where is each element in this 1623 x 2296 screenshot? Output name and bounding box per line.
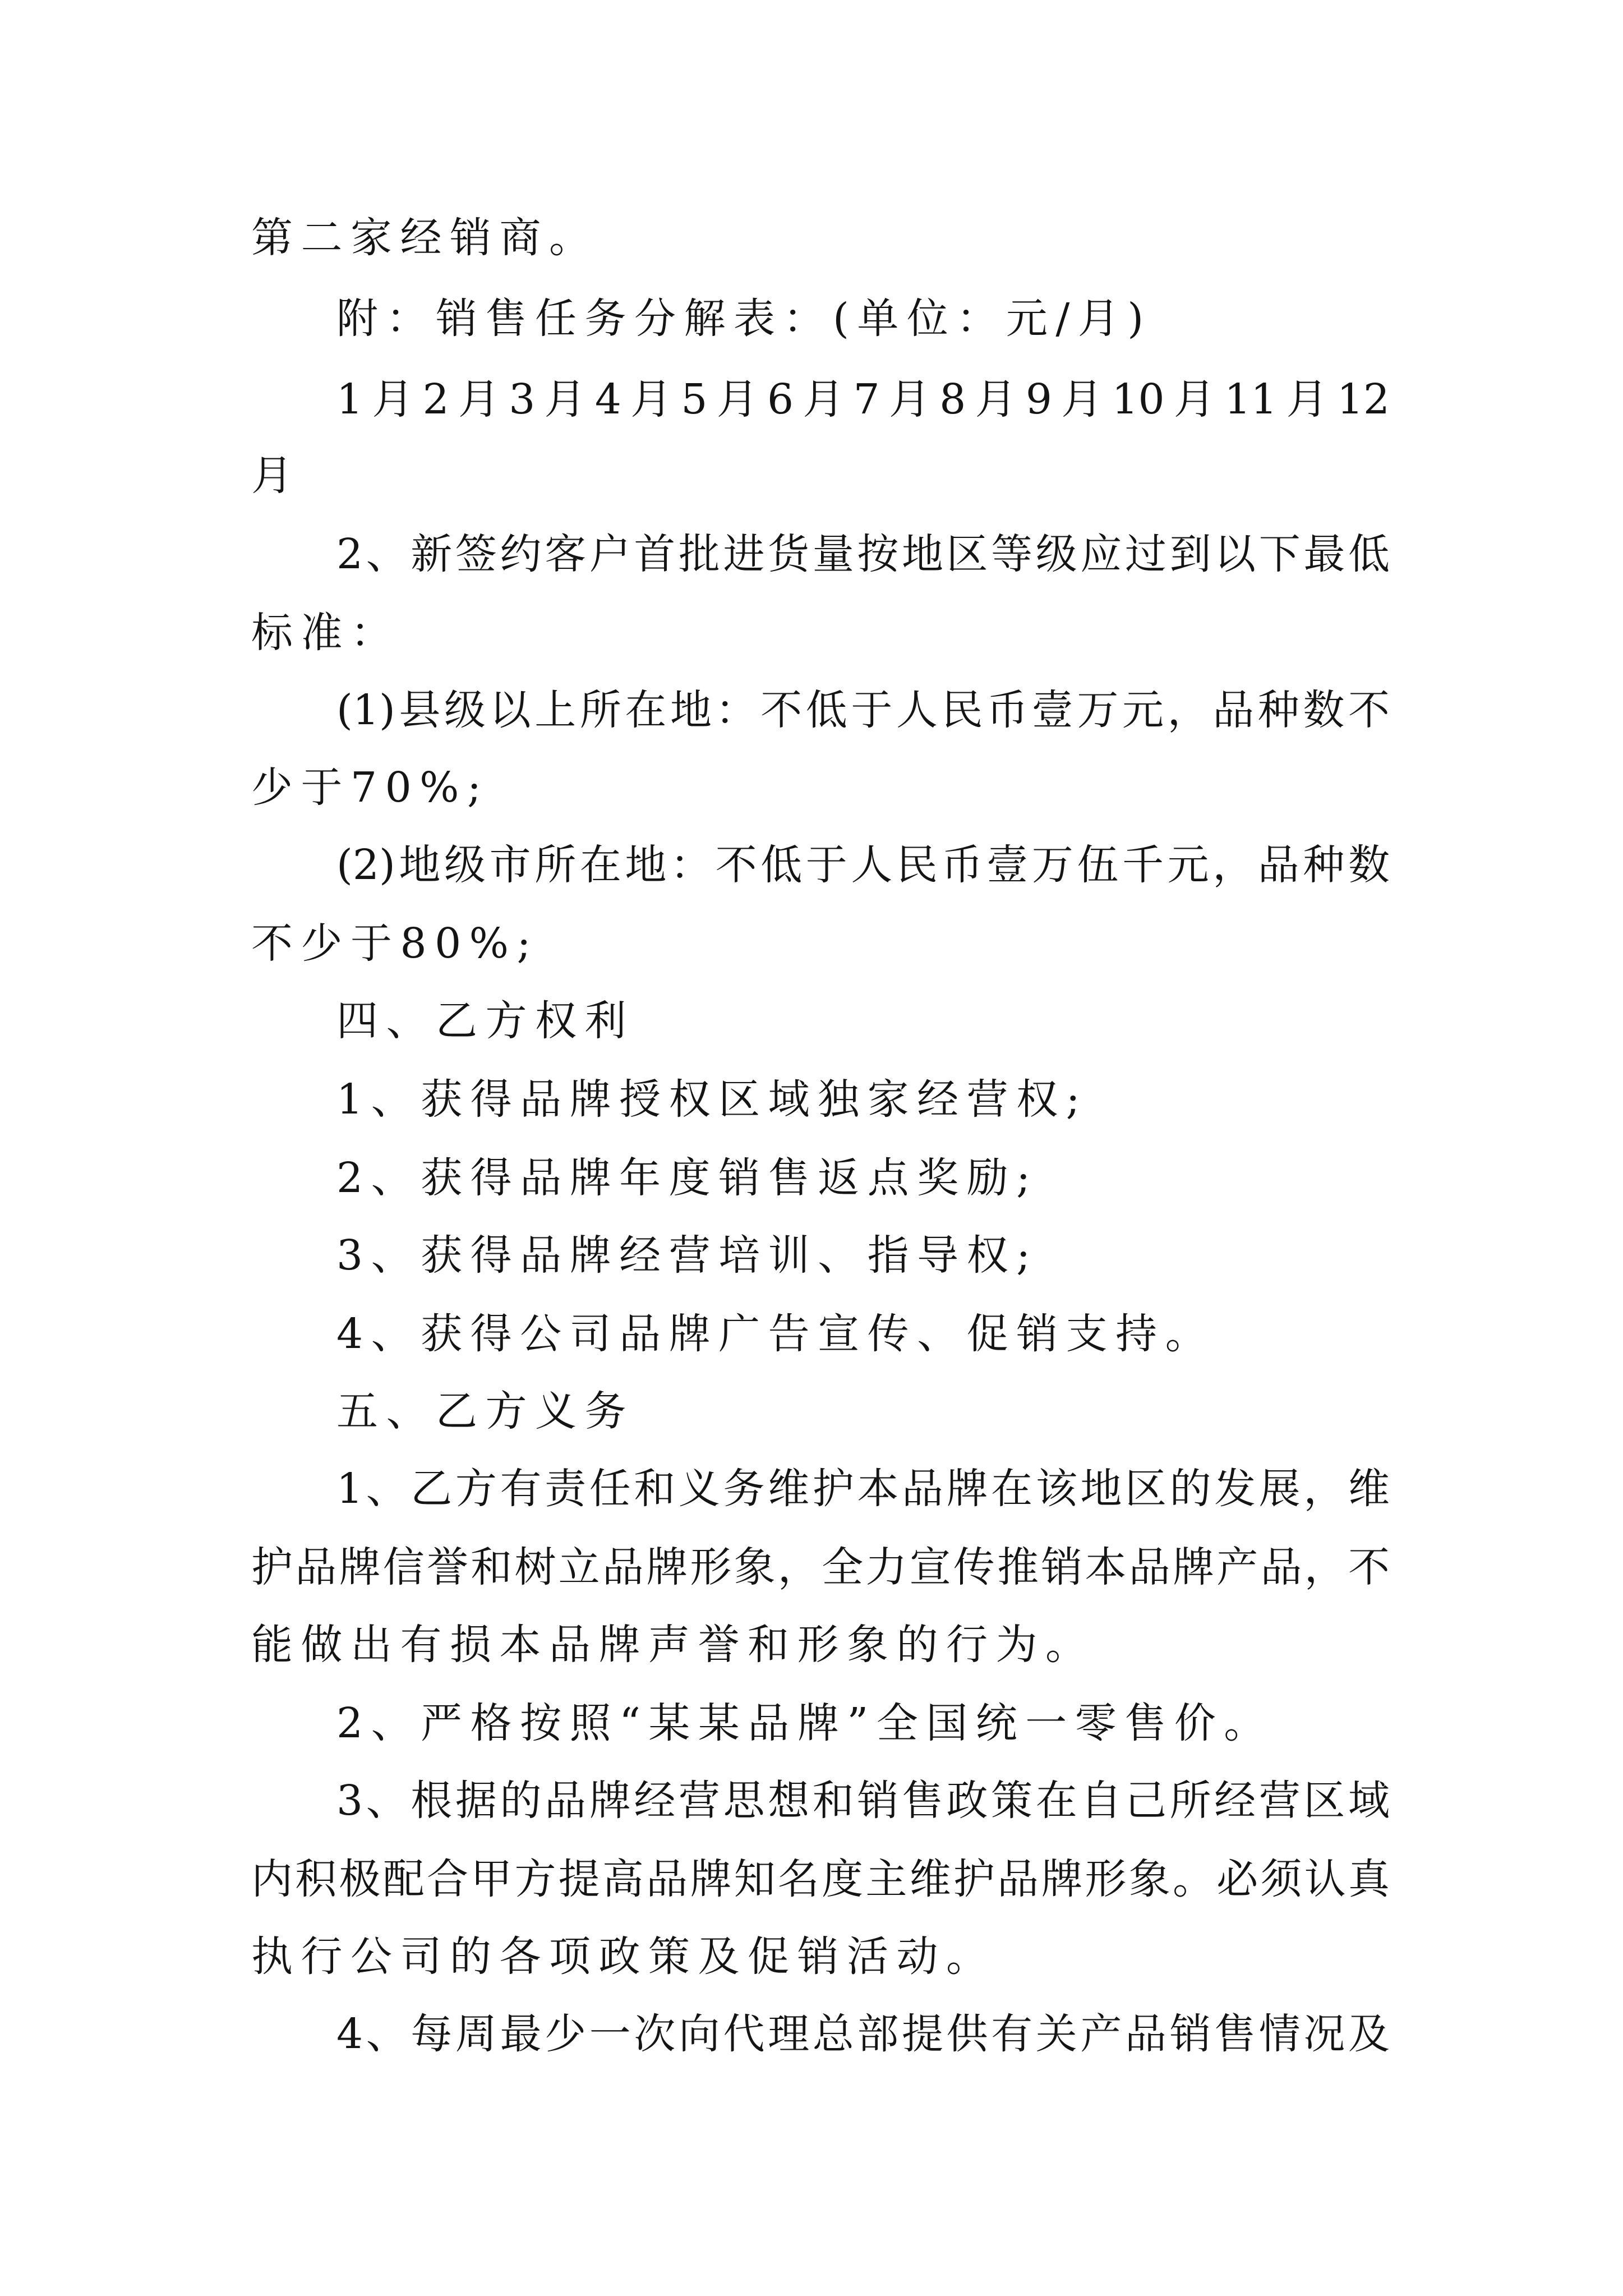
text-line-18: 护品牌信誉和树立品牌形象，全力宣传推销本品牌产品，不 [251,1543,1390,1591]
text-line-14: 3、获得品牌经营培训、指导权; [336,1231,1039,1280]
text-line-16: 五、乙方义务 [336,1387,634,1435]
text-line-5: 2、新签约客户首批进货量按地区等级应过到以下最低 [336,530,1390,578]
text-line-7: (1)县级以上所在地：不低于人民币壹万元，品种数不 [336,686,1390,734]
text-line-24: 4、每周最少一次向代理总部提供有关产品销售情况及 [336,2010,1390,2058]
text-line-1: 第二家经销商。 [251,214,599,262]
text-line-6: 标准： [251,609,400,657]
text-line-21: 3、根据的品牌经营思想和销售政策在自己所经营区域 [336,1777,1390,1825]
text-line-17: 1、乙方有责任和义务维护本品牌在该地区的发展，维 [336,1465,1390,1513]
text-line-2: 附：销售任务分解表：(单位：元/月) [336,295,1152,343]
text-line-10: 不少于80%; [251,919,539,968]
text-line-23: 执行公司的各项政策及促销活动。 [251,1932,996,1981]
text-line-3: 1月2月3月4月5月6月7月8月9月10月11月12 [336,375,1390,424]
text-line-4: 月 [251,452,301,500]
text-line-19: 能做出有损本品牌声誉和形象的行为。 [251,1621,1095,1669]
text-line-12: 1、获得品牌授权区域独家经营权; [336,1075,1089,1124]
text-line-15: 4、获得公司品牌广告宣传、促销支持。 [336,1310,1215,1358]
text-line-8: 少于70%; [251,763,490,812]
text-line-20: 2、严格按照“某某品牌”全国统一零售价。 [336,1699,1274,1747]
text-line-22: 内积极配合甲方提高品牌知名度主维护品牌形象。必须认真 [251,1855,1390,1903]
text-line-11: 四、乙方权利 [336,997,634,1045]
text-line-13: 2、获得品牌年度销售返点奖励; [336,1154,1039,1202]
text-line-9: (2)地级市所在地：不低于人民币壹万伍千元，品种数 [336,841,1390,889]
